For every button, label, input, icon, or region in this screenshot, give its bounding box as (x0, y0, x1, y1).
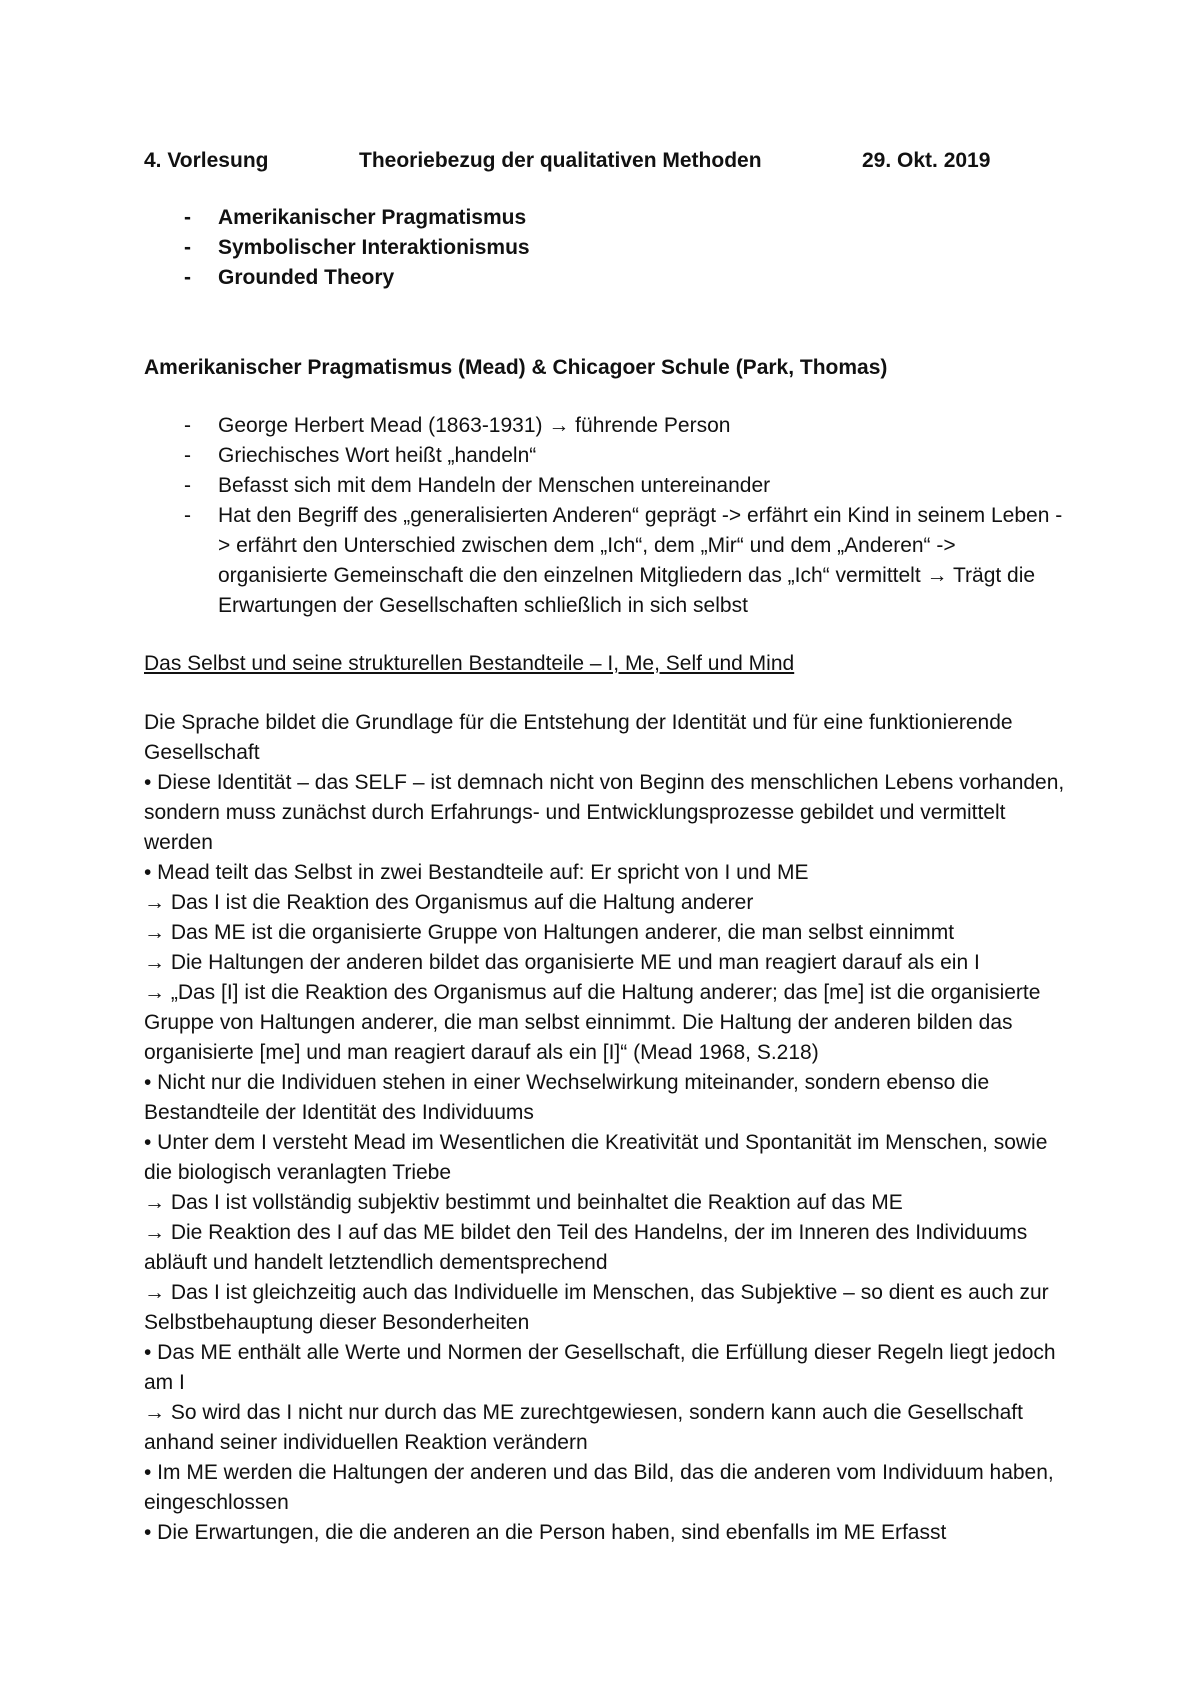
paragraph: • Mead teilt das Selbst in zwei Bestandteile auf: Er spricht von I und ME (144, 861, 809, 884)
lecture-topic: Theoriebezug der qualitativen Methoden (359, 149, 762, 172)
paragraph: Die Sprache bildet die Grundlage für die Entstehung der Identität und für eine funktionierende Gesellschaft (144, 711, 1013, 764)
paragraph: → So wird das I nicht nur durch das ME zurechtgewiesen, sondern kann auch die Gesellschaft (144, 1401, 1023, 1424)
self-body-text (144, 708, 1074, 1548)
paragraph: • Unter dem I versteht Mead im Wesentlichen die Kreativität und Spontanität im Menschen, sowie die biologisch veranlagten Triebe (144, 1131, 1048, 1184)
paragraph: → Das I ist die Reaktion des Organismus auf die Haltung anderer (144, 891, 754, 914)
paragraph: → Das I ist gleichzeitig auch das Individuelle im Menschen, das Subjektive – so dient es auch zur Selbstbehauptung dieser Besonderheiten (144, 1281, 1049, 1334)
paragraph: • Im ME werden die Haltungen der anderen und das Bild, das die anderen vom Individuum haben, eingeschlossen (144, 1461, 1054, 1514)
lecture-date: 29. Okt. 2019 (862, 149, 991, 172)
section-heading-self: Das Selbst und seine strukturellen Bestandteile – I, Me, Self und Mind (144, 652, 795, 675)
paragraph: → Das I ist vollständig subjektiv bestimmt und beinhaltet die Reaktion auf das ME (144, 1191, 903, 1214)
paragraph: • Die Erwartungen, die die anderen an die Person haben, sind ebenfalls im ME Erfasst (144, 1521, 947, 1544)
lecture-number: 4. Vorlesung (144, 149, 269, 172)
outline-list (144, 203, 530, 293)
paragraph: • Diese Identität – das SELF – ist demnach nicht von Beginn des menschlichen Lebens vorhanden, sondern muss zunächst durch Erfahrungs- und Entwicklungsprozesse gebildet und vermittelt werden (144, 771, 1065, 854)
paragraph: → Das ME ist die organisierte Gruppe von Haltungen anderer, die man selbst einnimmt (144, 921, 955, 944)
paragraph: → Die Haltungen der anderen bildet das organisierte ME und man reagiert darauf als ein I (144, 951, 980, 974)
section-heading-pragmatism: Amerikanischer Pragmatismus (Mead) & Chicagoer Schule (Park, Thomas) (144, 356, 888, 379)
paragraph: • Das ME enthält alle Werte und Normen der Gesellschaft, die Erfüllung dieser Regeln liegt jedoch am I (144, 1341, 1056, 1394)
list-item: - Amerikanischer Pragmatismus (184, 206, 527, 229)
document-header (144, 146, 1004, 176)
list-item: - George Herbert Mead (1863-1931) → führende Person (184, 414, 731, 437)
list-item: - Hat den Begriff des „generalisierten Anderen“ geprägt -> erfährt ein Kind in seinem Leben -> erfährt den Unterschied zwischen dem „Ich“, dem „Mir“ und dem „Anderen“ -> organisierte Gemeinschaft die den einzelnen Mitgliedern das „Ich“ vermittelt → Trägt die Erwartungen der Gesellschaften schließlich in sich selbst (184, 504, 1063, 617)
list-item: - Symbolischer Interaktionismus (184, 236, 530, 259)
list-item: - Grounded Theory (184, 266, 395, 289)
mead-list (144, 411, 1064, 621)
paragraph: • Nicht nur die Individuen stehen in einer Wechselwirkung miteinander, sondern ebenso die Bestandteile der Identität des Individuums (144, 1071, 990, 1124)
list-item: - Befasst sich mit dem Handeln der Menschen untereinander (184, 474, 771, 497)
paragraph: → Die Reaktion des I auf das ME bildet den Teil des Handelns, der im Inneren des Individuums abläuft und handelt letztendlich dementsprechend (144, 1221, 1028, 1274)
paragraph: → „Das [I] ist die Reaktion des Organismus auf die Haltung anderer; das [me] ist die organisierte Gruppe von Haltungen anderer, die man selbst einnimmt. Die Haltung der anderen bilden das organisierte [me] und man reagiert darauf als ein [I]“ (Mead 1968, S.218) (144, 981, 1041, 1064)
paragraph: anhand seiner individuellen Reaktion verändern (144, 1431, 588, 1454)
list-item: - Griechisches Wort heißt „handeln“ (184, 444, 537, 467)
